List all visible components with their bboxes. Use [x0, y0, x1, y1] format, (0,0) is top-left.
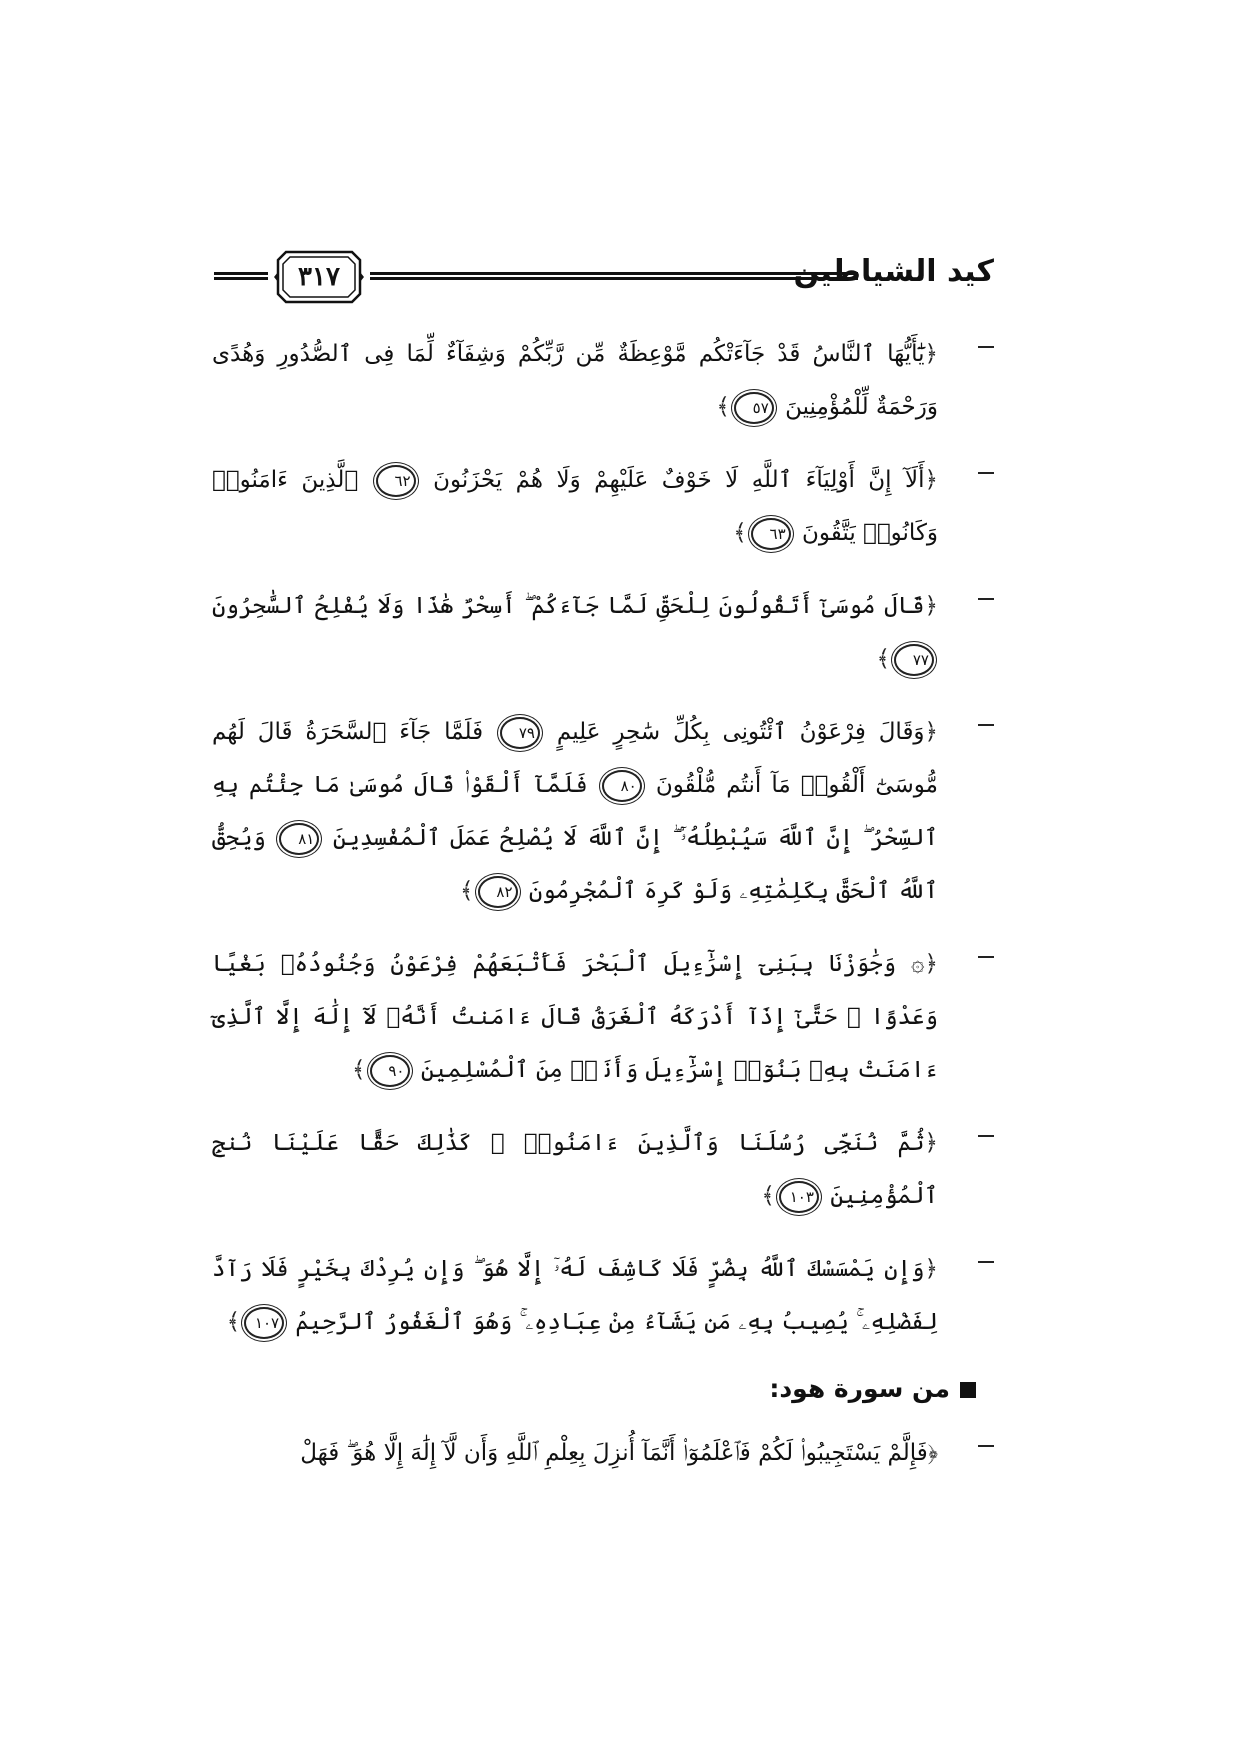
ornate-bracket-open: ﴿ [924, 593, 938, 619]
ayah-number-marker: ٧٩ [500, 717, 540, 749]
verse-text [212, 1243, 938, 1349]
verse-entry [212, 580, 994, 686]
verse-words: ٱلَّذِينَ ءَامَنُوا۟ وَكَانُوا۟ يَتَّقُونَ [212, 467, 938, 546]
ornate-bracket-open: ﴿ [924, 1256, 938, 1282]
list-dash [978, 1445, 994, 1447]
ornate-bracket-close: ﴾ [460, 878, 474, 904]
ayah-number-marker: ٨١ [279, 823, 319, 855]
list-dash [978, 472, 994, 474]
verse-words: وَقَالَ فِرْعَوْنُ ٱئْتُونِى بِكُلِّ سَٰحِرٍ عَلِيمٍ [556, 719, 925, 745]
ornate-bracket-close: ﴾ [876, 646, 890, 672]
list-dash [978, 346, 994, 348]
verse-words: يَٰٓأَيُّهَا ٱلنَّاسُ قَدْ جَآءَتْكُم مَّوْعِظَةٌ مِّن رَّبِّكُمْ وَشِفَآءٌ لِّمَا فِى ٱلصُّدُورِ وَهُدًى وَرَحْمَةٌ لِّلْمُؤْمِنِينَ [212, 341, 938, 420]
ayah-number-marker: ١٠٣ [779, 1181, 819, 1213]
ornate-bracket-open: ﴿ [924, 719, 939, 745]
list-dash [978, 724, 994, 726]
ornate-bracket-close: ﴾ [733, 520, 747, 546]
ornate-bracket-open: ﴿ [927, 1440, 938, 1466]
list-dash [978, 956, 994, 958]
ornate-bracket-close: ﴾ [761, 1183, 775, 1209]
section-heading-text: من سورة هود: [769, 1374, 950, 1403]
square-bullet-icon [960, 1382, 976, 1398]
verse-words: فَلَمَّا جَآءَ ٱلسَّحَرَةُ قَالَ لَهُم مُّوسَىٰٓ أَلْقُوا۟ مَآ أَنتُم مُّلْقُونَ [212, 719, 938, 798]
verse-entry [212, 1427, 994, 1480]
ornate-bracket-open: ﴿ [924, 341, 938, 367]
ayah-number-marker: ٦٣ [751, 518, 791, 550]
verse-entry [212, 454, 994, 560]
verse-entry [212, 706, 994, 918]
verse-words: قَالَ مُوسَىٰٓ أَتَقُولُونَ لِلْحَقِّ لَمَّا جَآءَكُمْ ۖ أَسِحْرٌ هَٰذَا وَلَا يُفْلِحُ ٱلسَّٰحِرُونَ [212, 593, 925, 619]
verse-words: فَلَمَّآ أَلْقَوْا۟ قَالَ مُوسَىٰ مَا جِئْتُم بِهِ ٱلسِّحْرُ ۖ إِنَّ ٱللَّهَ سَيُبْطِلُهُۥٓ ۖ إِنَّ ٱللَّهَ لَا يُصْلِحُ عَمَلَ ٱلْمُفْسِدِينَ [212, 772, 939, 851]
running-header [212, 244, 994, 314]
section-heading [212, 1369, 994, 1409]
verse-words: فَإِلَّمْ يَسْتَجِيبُوا۟ لَكُمْ فَٱعْلَمُوٓا۟ أَنَّمَآ أُنزِلَ بِعِلْمِ ٱللَّهِ وَأَن لَّآ إِلَٰهَ إِلَّا هُوَ ۖ فَهَلْ [300, 1440, 928, 1466]
verse-entry [212, 328, 994, 434]
verse-list [212, 328, 994, 1500]
verse-text [212, 454, 938, 560]
running-title: كيد الشياطين [793, 254, 994, 289]
verse-text [212, 1117, 938, 1223]
verse-text [212, 1427, 938, 1480]
ornate-bracket-open: ﴿ [924, 467, 938, 493]
verse-words: وَإِن يَمْسَسْكَ ٱللَّهُ بِضُرٍّ فَلَا كَاشِفَ لَهُۥٓ إِلَّا هُوَ ۖ وَإِن يُرِدْكَ بِخَيْرٍ فَلَا رَآدَّ لِفَضْلِهِۦ ۚ يُصِيبُ بِهِۦ مَن يَشَآءُ مِنْ عِبَادِهِۦ ۚ وَهُوَ ٱلْغَفُورُ ٱلرَّحِيمُ [212, 1256, 938, 1335]
verse-text [212, 938, 938, 1097]
verse-text [212, 328, 938, 434]
header-rule-left [214, 272, 268, 280]
verse-text [212, 706, 938, 918]
page-number: ٣١٧ [298, 262, 340, 292]
verse-words: ثُمَّ نُنَجِّى رُسُلَنَا وَٱلَّذِينَ ءَامَنُوا۟ ۚ كَذَٰلِكَ حَقًّا عَلَيْنَا نُنجِ ٱلْمُؤْمِنِينَ [212, 1130, 938, 1209]
list-dash [978, 1261, 994, 1263]
verse-words: أَلَآ إِنَّ أَوْلِيَآءَ ٱللَّهِ لَا خَوْفٌ عَلَيْهِمْ وَلَا هُمْ يَحْزَنُونَ [433, 467, 925, 493]
page-number-badge [272, 248, 366, 306]
ayah-number-marker: ٥٧ [734, 392, 774, 424]
list-dash [978, 598, 994, 600]
ayah-number-marker: ٦٢ [376, 465, 416, 497]
ayah-number-marker: ١٠٧ [244, 1307, 284, 1339]
verse-entry [212, 1117, 994, 1223]
verse-words: ۞ وَجَٰوَزْنَا بِبَنِىٓ إِسْرَٰٓءِيلَ ٱلْبَحْرَ فَأَتْبَعَهُمْ فِرْعَوْنُ وَجُنُودُهُۥ بَغْيًا وَعَدْوًا ۖ حَتَّىٰٓ إِذَآ أَدْرَكَهُ ٱلْغَرَقُ قَالَ ءَامَنتُ أَنَّهُۥ لَآ إِلَٰهَ إِلَّا ٱلَّذِىٓ ءَامَنَتْ بِهِۦ بَنُوٓا۟ إِسْرَٰٓءِيلَ وَأَنَا۠ مِنَ ٱلْمُسْلِمِينَ [212, 951, 938, 1083]
ornate-bracket-close: ﴾ [352, 1057, 366, 1083]
ornate-bracket-close: ﴾ [226, 1309, 241, 1335]
ornate-bracket-close: ﴾ [716, 394, 730, 420]
ornate-bracket-open: ﴿ [924, 1130, 938, 1156]
ayah-number-marker: ٨٠ [602, 770, 642, 802]
ayah-number-marker: ٧٧ [894, 644, 934, 676]
header-rule-middle [370, 272, 858, 280]
ayah-number-marker: ٩٠ [370, 1055, 410, 1087]
ayah-number-marker: ٨٢ [478, 876, 518, 908]
list-dash [978, 1135, 994, 1137]
verse-words: وَيُحِقُّ ٱللَّهُ ٱلْحَقَّ بِكَلِمَٰتِهِۦ وَلَوْ كَرِهَ ٱلْمُجْرِمُونَ [212, 825, 938, 904]
verse-entry [212, 1243, 994, 1349]
verse-text [212, 580, 938, 686]
verse-entry [212, 938, 994, 1097]
ornate-bracket-open: ﴿ [924, 951, 938, 977]
